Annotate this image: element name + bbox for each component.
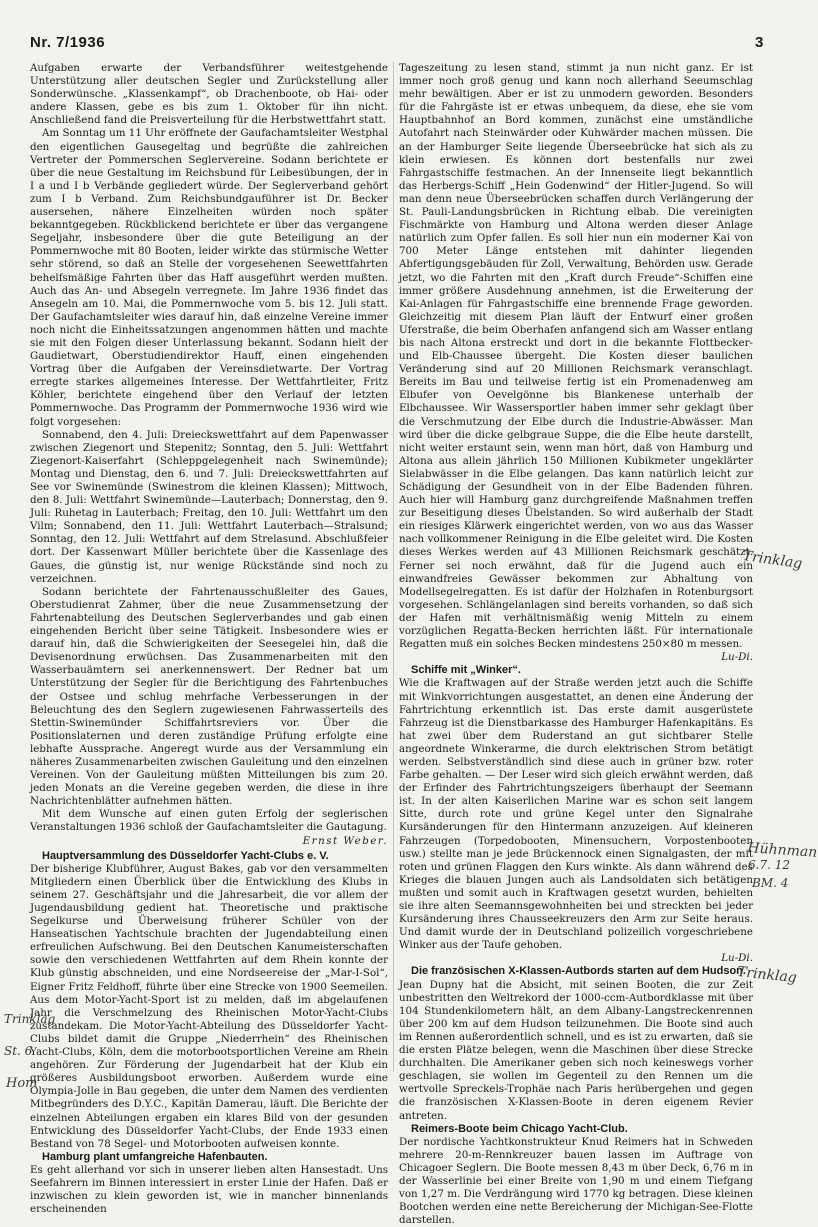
author-signoff: Ernst Weber. <box>302 834 388 847</box>
article-heading-hudson: Die französischen X-Klassen-Autbords starten auf dem Hudson. <box>411 965 746 978</box>
author-signoff: Lu-Di. <box>721 651 753 664</box>
handwritten-note: St. 6 <box>4 1044 33 1058</box>
handwritten-note: 6.7. 12 <box>748 858 790 872</box>
handwritten-note: Hom <box>6 1076 38 1091</box>
article-heading-duesseldorf: Hauptversammlung des Düsseldorfer Yacht-Clubs e. V. <box>42 849 329 862</box>
paragraph: Tageszeitung zu lesen stand, stimmt ja nun nicht ganz. Er ist immer noch groß genug und kann noch allerhand Seeumschlag mehr bewältigen. Aber er ist zu unmodern geworden. Besonders für die Fahrgäste ist er etwas unbequem, da diese, ehe sie vom Hauptbahnhof an Bord kommen, zunächst eine umständliche Autofahrt nach Steinwärder oder Kuhwärder machen müssen. Die an der Hamburger Seite liegende Überseebrücke hat sich als zu klein erwiesen. Es können dort bestenfalls nur zwei Fahrgastschiffe festmachen. An der Innenseite liegt bekanntlich das Herbergs-Schiff „Hein Godenwind“ der Hitler-Jugend. So will man denn neue Überseebrücken schaffen durch Verlängerung der St. Pauli-Landungsbrücken in Richtung elbab. Die vereinigten Fischmärkte von Hamburg und Altona werden dieser Anlage natürlich zum Opfer fallen. Es soll hier nun ein moderner Kai von 700 Meter Länge entstehen mit dahinter liegenden Abfertigungsgebäuden für Zoll, Verwaltung, Behörden usw. Gerade jetzt, wo die Fahrten mit den „Kraft durch Freude“-Schiffen eine immer größere Ausdehnung annehmen, ist die Erweiterung der Kai-Anlagen für Fahrgastschiffe eine brennende Frage geworden. Gleichzeitig mit diesem Plan läuft der Entwurf einer großen Uferstraße, die beim Oberhafen anfangend sich am Wasser entlang bis nach Altona erstreckt und dort in die bekannte Flottbecker- und Elb-Chaussee übergeht. Die Kosten dieser baulichen Veränderung sind auf 20 Millionen Reichsmark veranschlagt. Bereits im Bau und teilweise fertig ist ein Promenadenweg am Elbufer von Oevelgönne bis Blankenese unterhalb der Elbchaussee. Wir Wassersportler haben immer sehr geklagt über die Verschmutzung der Elbe durch die Industrie-Abwässer. Man wird über die dicke gelbgraue Suppe, die die Elbe heute darstellt, nicht weiter erstaunt sein, wenn man hört, daß von Hamburg und Altona aus allein jährlich 150 Millionen Kubikmeter ungeklärter Sielabwässer in die Elbe gelangen. Das kann natürlich leicht zur Schädigung der Gesundheit von in der Elbe Badenden führen. Auch hier will Hamburg ganz durchgreifende Maßnahmen treffen zur Beseitigung dieses Übelstanden. So wird außerhalb der Stadt ein riesiges Klärwerk eingerichtet werden, von wo aus das Wasser nach vollkommener Reinigung in die Elbe geleitet wird. Die Kosten dieses Werkes werden auf 43 Millionen Reichsmark geschätzt. Ferner sei noch erwähnt, daß für die Jugend auch ein einwandfreies Gewässer bekommen zur Abhaltung von Modellsegelregatten. Es ist dafür der Holzhafen in Rotenburgsort vorgesehen. Schlängelanlagen sind bereits vorhanden, so daß sich der Hafen mit verhältnismäßig wenig Mitteln zu einem vorzüglichen Regatta-Becken herrichten läßt. Für internationale Regatten muß ein solches Becken mindestens 250×80 m messen. <box>399 62 753 651</box>
paragraph: Mit dem Wunsche auf einen guten Erfolg der seglerischen Veranstaltungen 1936 schloß der Gaufachamtsleiter die Gautagung. <box>30 808 388 834</box>
left-column <box>30 62 388 1216</box>
paragraph: Wie die Kraftwagen auf der Straße werden jetzt auch die Schiffe mit Winkvorrichtungen ausgestattet, an denen eine Änderung der Fahrtrichtung erkenntlich ist. Das erste damit ausgerüstete Fahrzeug ist die Dienstbarkasse des Hamburger Hafenkapitäns. Es hat zwei über dem Ruderstand an gut sichtbarer Stelle angeordnete Winkerarme, die durch elektrischen Strom betätigt werden. Selbstverständlich sind diese auch in grüner bzw. roter Farbe gehalten. — Der Leser wird sich gleich erwähnt werden, daß der Erfinder des Fahrtrichtungszeigers überhaupt der Seemann ist. In der alten Kaiserlichen Marine war es schon seit langem Sitte, durch rote und grüne Kegel unter den Signalrahe Kursänderungen für den Hintermann anzuzeigen. Auf kleineren Fahrzeugen (Torpedobooten, Minensuchern, Vorpostenbooten usw.) stellte man je jede Brückennock einen Signalgasten, der mit roten und grünen Flaggen den Kurs winkte. Als dann während des Krieges die blauen Jungen auch als Landsoldaten sich betätigen mußten und somit auch in Kraftwagen gesetzt wurden, behielten sie ihre alten Seemannsgewohnheiten bei und streckten bei jeder Kursänderung ihres Chausseekreuzers den Arm zur Seite heraus. Und damit wurde der in Deutschland polizeilich vorgeschriebene Winker aus der Taufe gehoben. <box>399 677 753 952</box>
handwritten-note: BM. 4 <box>752 876 789 890</box>
handwritten-note: Trinklag <box>741 548 804 573</box>
author-signoff: Lu-Di. <box>721 952 753 965</box>
paragraph: Sonnabend, den 4. Juli: Dreieckswettfahrt auf dem Papenwasser zwischen Ziegenort und Stepenitz; Sonntag, den 5. Juli: Wettfahrt Ziegenort-Kaiserfahrt (Schleppgelegenheit nach Swinemünde); Montag und Dienstag, den 6. und 7. Juli: Dreieckswettfahrten auf See vor Swinemünde (Swinestrom die kleinen Klassen); Mittwoch, den 8. Juli: Wettfahrt Swinemünde—Lauterbach; Donnerstag, den 9. Juli: Ruhetag in Lauterbach; Freitag, den 10. Juli: Wettfahrt um den Vilm; Sonnabend, den 11. Juli: Wettfahrt Lauterbach—Stralsund; Sonntag, den 12. Juli: Wettfahrt auf dem Strelasund. Abschlußfeier dort. Der Kassenwart Müller berichtete über die Kassenlage des Gaues, die günstig ist, nur wenige Rückstände sind noch zu verzeichnen. <box>30 428 388 585</box>
paragraph: Es geht allerhand vor sich in unserer lieben alten Hansestadt. Uns Seefahrern im Binnen interessiert in erster Linie der Hafen. Daß er inzwischen zu klein geworden ist, wie in mancher binnenlands erscheinenden <box>30 1163 388 1216</box>
handwritten-note: Trinklag <box>736 964 798 987</box>
paragraph: Jean Dupny hat die Absicht, mit seinen Booten, die zur Zeit unbestritten den Weltrekord der 1000-ccm-Autbordklasse mit über 104 Stundenkilometern hält, an dem Albany-Langstreckenrennen über 200 km auf dem Hudson teilzunehmen. Die Boote sind auch im Rennen außerordentlich schnell, und es ist zu erwarten, daß sie die ersten Plätze belegen, wenn die Maschinen über diese Strecke durchhalten. Die Amerikaner geben sich noch keineswegs vorher geschlagen, sie wollen im Gegenteil zu den Rennen um die wertvolle Spreckels-Trophäe nach Paris herübergehen und gegen die französischen X-Klassen-Boote in deren eigenem Revier antreten. <box>399 978 753 1122</box>
handwritten-note: Trinklag <box>4 1012 56 1026</box>
paragraph: Der nordische Yachtkonstrukteur Knud Reimers hat in Schweden mehrere 20-m-Rennkreuzer bauen lassen im Auftrage von Chicagoer Seglern. Die Boote messen 8,43 m über Deck, 6,76 m in der Wasserlinie bei einer Breite von 1,90 m und einem Tiefgang von 1,27 m. Die Verdrängung wird 1770 kg betragen. Diese kleinen Bootchen werden eine nette Bereicherung der Michigan-See-Flotte darstellen. <box>399 1135 753 1227</box>
article-heading-hamburg: Hamburg plant umfangreiche Hafenbauten. <box>42 1150 268 1163</box>
column-divider <box>393 62 394 1072</box>
page-number: 3 <box>755 34 764 51</box>
paragraph: Am Sonntag um 11 Uhr eröffnete der Gaufachamtsleiter Westphal den eigentlichen Gausegeltag und begrüßte die zahlreichen Vertreter der Pommerschen Seglervereine. Sodann berichtete er über die neue Gestaltung im Reichsbund für Leibesübungen, der in I a und I b Verbände gegliedert würde. Der Seglerverband gehört zum I b Verband. Zum Reichsbundgauführer ist Dr. Becker ausersehen, nähere Einzelheiten würden noch später bekanntgegeben. Rückblickend berichtete er über das vergangene Segeljahr, insbesondere über die gute Beteiligung an der Pommernwoche mit 80 Booten, leider wirkte das stürmische Wetter sehr störend, so daß an Stelle der vorgesehenen Seewettfahrten behelfsmäßige Fahrten über das Haff ausgeführt werden mußten. Auch das An- und Absegeln verregnete. Im Jahre 1936 findet das Ansegeln am 10. Mai, die Pommernwoche vom 5. bis 12. Juli statt. Der Gaufachamtsleiter wies darauf hin, daß einzelne Vereine immer noch nicht die Einheitssatzungen angenommen hätten und machte sie mit den Folgen dieser Unterlassung bekannt. Sodann hielt der Gaudietwart, Oberstudiendirektor Hauff, einen eingehenden Vortrag über die Aufgaben der Vereinsdietwarte. Der Vortrag erregte starkes allgemeines Interesse. Der Wettfahrtleiter, Fritz Köhler, berichtete eingehend über den Verlauf der letzten Pommernwoche. Das Programm der Pommernwoche 1936 wird wie folgt vorgesehen: <box>30 127 389 428</box>
paragraph: Der bisherige Klubführer, August Bakes, gab vor den versammelten Mitgliedern einen Überblick über die Entwicklung des Klubs in seinem 27. Geschäftsjahr und die Jahresarbeit, die vor allem der Jugendausbildung gedient hat. Theoretische und praktische Segelkurse und Überweisung früherer Schüler von der Hanseatischen Yachtschule brachten der Jugendabteilung einen erfreulichen Aufschwung. Bei den Deutschen Kanumeisterschaften sowie den verschiedenen Wettfahrten auf dem Rhein konnte der Klub günstig abschneiden, und eine Nordseereise der „Mar-I-Sol“, Eigner Fritz Feldhoff, führte über eine Strecke von 1900 Seemeilen. Aus dem Motor-Yacht-Sport ist zu melden, daß im abgelaufenen Jahr die Verschmelzung des Rheinischen Motor-Yacht-Clubs zustandekam. Die Motor-Yacht-Abteilung des Düsseldorfer Yacht-Clubs bildet damit die Gruppe „Niederrhein“ des Rheinischen Yacht-Clubs, Köln, dem die motorbootsportlichen Vereine am Rhein angehören. Zur Förderung der Jugendarbeit hat der Klub ein größeres Ausbildungsboot erworben. Außerdem wurde eine Olympia-Jolle in Bau gegeben, die unter dem Namen des verdienten Mitbegründers des D.Y.C., Kapitän Damerau, läuft. Die Berichte der einzelnen Abteilungen ergaben ein klares Bild von der gesunden Entwicklung des Düsseldorfer Yacht-Clubs, der Ende 1933 einen Bestand von 78 Segel- und Motorbooten aufweisen konnte. <box>30 862 388 1150</box>
article-heading-reimers: Reimers-Boote beim Chicago Yacht-Club. <box>411 1122 628 1135</box>
issue-number: Nr. 7/1936 <box>30 34 106 51</box>
right-column <box>399 62 753 1227</box>
paragraph: Aufgaben erwarte der Verbandsführer weitestgehende Unterstützung aller deutschen Segler und Zurückstellung aller Sonderwünsche. „Klassenkampf“, ob Drachenboote, ob Hai- oder andere Klassen, gebe es bis zum 1. Oktober für ihn nicht. Anschließend fand die Preisverteilung für die Herbstwettfahrt statt. <box>30 62 388 127</box>
paragraph: Sodann berichtete der Fahrtenausschußleiter des Gaues, Oberstudienrat Zahmer, über die neue Zusammensetzung der Fahrtenabteilung des Deutschen Seglerverbandes und gab einen eingehenden Bericht über seine Tätigkeit. Insbesondere wies er darauf hin, daß die Schwierigkeiten der Seesegelei hin, daß die Devisenordnung erwüchsen. Das Zusammenarbeiten mit den Wasserbauämtern sei anerkennenswert. Der Redner bat um Unterstützung der Segler für die Berichtigung des Fahrtenbuches der Ostsee und schlug mehrfache Verbesserungen in der Beleuchtung des den Seglern zugewiesenen Fahrwasserteils des Stettin-Swinemünder Schiffahrtsreviers vor. Über die Positionslaternen und deren zuständige Prüfung erfolgte eine lebhafte Aussprache. Angeregt wurde aus der Versammlung ein näheres Zusammenarbeiten zwischen Gauleitung und den einzelnen Vereinen. Von der Gauleitung müßten Mitteilungen bis zum 20. jeden Monats an die Vereine gegeben werden, die diese in ihre Nachrichtenblätter aufnehmen hätten. <box>30 585 388 808</box>
handwritten-note: Hühnman <box>746 840 818 861</box>
article-heading-winker: Schiffe mit „Winker“. <box>411 664 521 677</box>
